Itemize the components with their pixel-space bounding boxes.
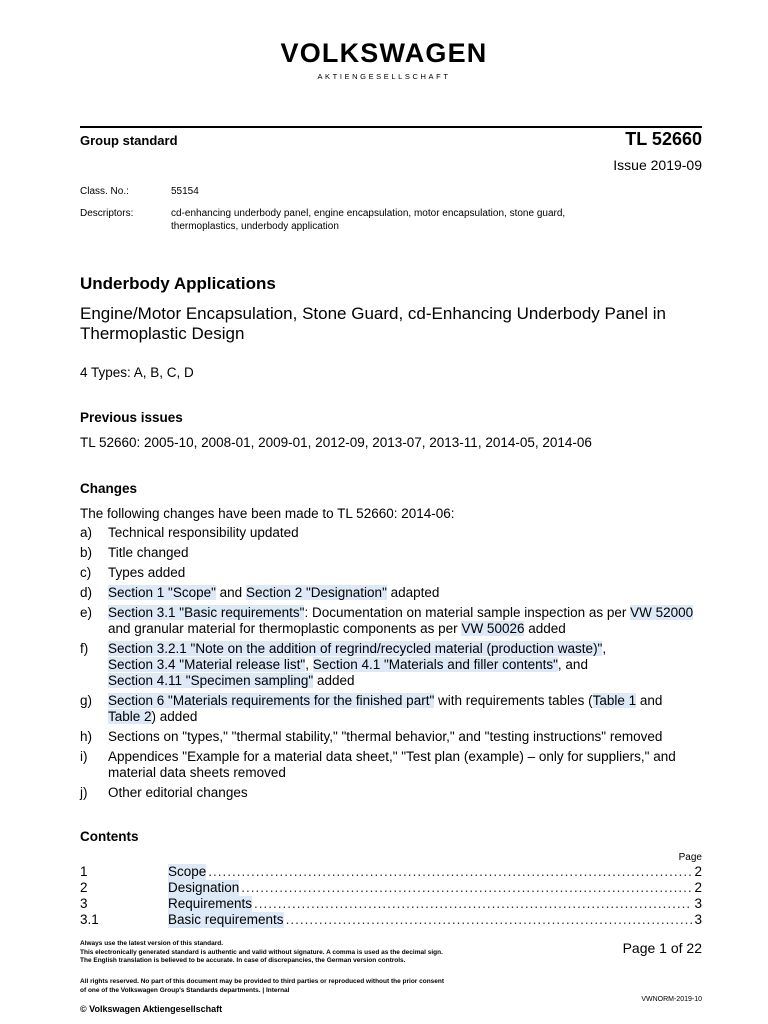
- header-rule: [80, 126, 702, 128]
- descriptors-value: cd-enhancing underbody panel, engine encapsulation, motor encapsulation, stone guard, thermoplastics, underbody application: [171, 208, 566, 232]
- types-line: 4 Types: A, B, C, D: [80, 365, 194, 380]
- change-text: Other editorial changes: [108, 785, 248, 800]
- change-letter: e): [80, 605, 93, 620]
- change-text: ,: [305, 657, 313, 672]
- change-letter: j): [80, 785, 88, 800]
- section-1-link[interactable]: Section 1 "Scope": [108, 585, 216, 600]
- toc-entry-designation[interactable]: [80, 880, 702, 896]
- change-item: [80, 545, 700, 561]
- toc-number: 2: [80, 880, 88, 895]
- change-letter: f): [80, 641, 89, 656]
- section-3-4-link[interactable]: Section 3.4 "Material release list": [108, 657, 306, 672]
- group-standard-label: Group standard: [80, 133, 178, 148]
- table-1-link[interactable]: Table 1: [592, 693, 637, 708]
- class-no-value: 55154: [171, 186, 199, 197]
- document-subtitle: Engine/Motor Encapsulation, Stone Guard, cd-Enhancing Underbody Panel in Thermoplastic Design: [80, 304, 666, 343]
- table-2-link[interactable]: Table 2: [108, 709, 152, 724]
- descriptors-label: Descriptors:: [80, 208, 134, 219]
- toc-page-header: Page: [678, 852, 702, 863]
- change-text: , and: [557, 657, 588, 672]
- change-item: [80, 641, 700, 689]
- change-item: [80, 785, 700, 801]
- previous-issues-heading: Previous issues: [80, 410, 183, 425]
- toc-number: 3.1: [80, 912, 99, 927]
- toc-title[interactable]: Designation: [168, 880, 240, 895]
- toc-title[interactable]: Scope: [168, 864, 207, 879]
- toc-entry-requirements[interactable]: [80, 896, 702, 912]
- change-item: [80, 693, 700, 725]
- change-text: ) added: [151, 709, 198, 724]
- change-text: Sections on "types," "thermal stability," "thermal behavior," and "testing instructions" removed: [108, 729, 663, 744]
- change-item: [80, 729, 700, 745]
- change-text: and: [636, 693, 663, 708]
- change-letter: b): [80, 545, 93, 560]
- change-letter: i): [80, 749, 88, 764]
- change-item: [80, 585, 700, 601]
- changes-intro: The following changes have been made to TL 52660: 2014-06:: [80, 506, 455, 521]
- footer-line: of one of the Volkswagen Group's Standards departments. | Internal: [80, 986, 290, 994]
- page-number: Page 1 of 22: [622, 940, 702, 956]
- change-text: ,: [602, 641, 607, 656]
- brand-subtitle: AKTIENGESELLSCHAFT: [317, 72, 451, 81]
- change-text: added: [313, 673, 355, 688]
- toc-number: 1: [80, 864, 88, 879]
- change-text: adapted: [386, 585, 440, 600]
- section-3-2-1-link[interactable]: Section 3.2.1 "Note on the addition of regrind/recycled material (production waste)": [108, 641, 603, 656]
- change-text: and: [215, 585, 246, 600]
- toc-page: 3: [694, 896, 702, 911]
- change-letter: g): [80, 693, 93, 708]
- section-6-link[interactable]: Section 6 "Materials requirements for the finished part": [108, 693, 435, 708]
- toc-title[interactable]: Requirements: [168, 896, 253, 911]
- footer-line: The English translation is believed to be accurate. In case of discrepancies, the German version controls.: [80, 957, 406, 964]
- change-text: with requirements tables (: [434, 693, 593, 708]
- footer-copyright: © Volkswagen Aktiengesellschaft: [80, 1004, 223, 1014]
- contents-heading: Contents: [80, 829, 139, 844]
- section-4-1-link[interactable]: Section 4.1 "Materials and filler contents": [312, 657, 558, 672]
- section-3-1-link[interactable]: Section 3.1 "Basic requirements": [108, 605, 305, 620]
- change-letter: a): [80, 525, 93, 540]
- changes-heading: Changes: [80, 481, 138, 496]
- vw-52000-link[interactable]: VW 52000: [630, 605, 694, 620]
- change-text: Title changed: [108, 545, 189, 560]
- previous-issues-text: TL 52660: 2005-10, 2008-01, 2009-01, 2012-09, 2013-07, 2013-11, 2014-05, 2014-06: [80, 435, 592, 450]
- table-of-contents: [80, 864, 702, 928]
- document-title: Underbody Applications: [80, 274, 276, 293]
- change-item: [80, 565, 700, 581]
- issue-date: Issue 2019-09: [613, 157, 702, 173]
- change-item: [80, 605, 700, 637]
- footer-line: This electronically generated standard is authentic and valid without signature. A comma is used as the decimal sign.: [80, 948, 443, 956]
- brand-name: VOLKSWAGEN: [280, 38, 488, 68]
- vw-50026-link[interactable]: VW 50026: [461, 621, 525, 636]
- toc-leader: [286, 912, 693, 928]
- section-4-11-link[interactable]: Section 4.11 "Specimen sampling": [108, 673, 314, 688]
- toc-leader: [254, 896, 692, 912]
- footer-line: Always use the latest version of this standard.: [80, 940, 224, 947]
- change-letter: h): [80, 729, 93, 744]
- toc-entry-scope[interactable]: [80, 864, 702, 880]
- change-item: [80, 749, 700, 781]
- change-item: [80, 525, 700, 541]
- toc-title[interactable]: Basic requirements: [168, 912, 284, 927]
- change-text: and granular material for thermoplastic components as per: [108, 621, 462, 636]
- changes-list: [80, 506, 700, 801]
- toc-leader: [241, 880, 692, 896]
- change-text: Technical responsibility updated: [108, 525, 299, 540]
- change-text: Types added: [108, 565, 186, 580]
- volkswagen-logo: [0, 38, 768, 81]
- change-text: : Documentation on material sample inspection as per: [304, 605, 631, 620]
- change-letter: c): [80, 565, 92, 580]
- toc-entry-basic-requirements[interactable]: [80, 912, 702, 928]
- toc-page: 2: [694, 880, 702, 895]
- vwnorm-code: VWNORM-2019-10: [641, 996, 702, 1003]
- section-2-link[interactable]: Section 2 "Designation": [245, 585, 387, 600]
- standard-number: TL 52660: [625, 129, 702, 149]
- footer-rights: [80, 978, 600, 995]
- toc-page: 3: [694, 912, 702, 927]
- toc-number: 3: [80, 896, 88, 911]
- class-no-label: Class. No.:: [80, 186, 129, 197]
- toc-page: 2: [694, 864, 702, 879]
- change-text: added: [524, 621, 566, 636]
- footer-notice: [80, 940, 600, 966]
- change-letter: d): [80, 585, 93, 600]
- change-text: Appendices "Example for a material data sheet," "Test plan (example) – only for suppliers," and material data sheets removed: [108, 749, 676, 780]
- footer-line: All rights reserved. No part of this document may be provided to third parties or reproduced without the prior consent: [80, 978, 445, 985]
- toc-leader: [208, 864, 692, 880]
